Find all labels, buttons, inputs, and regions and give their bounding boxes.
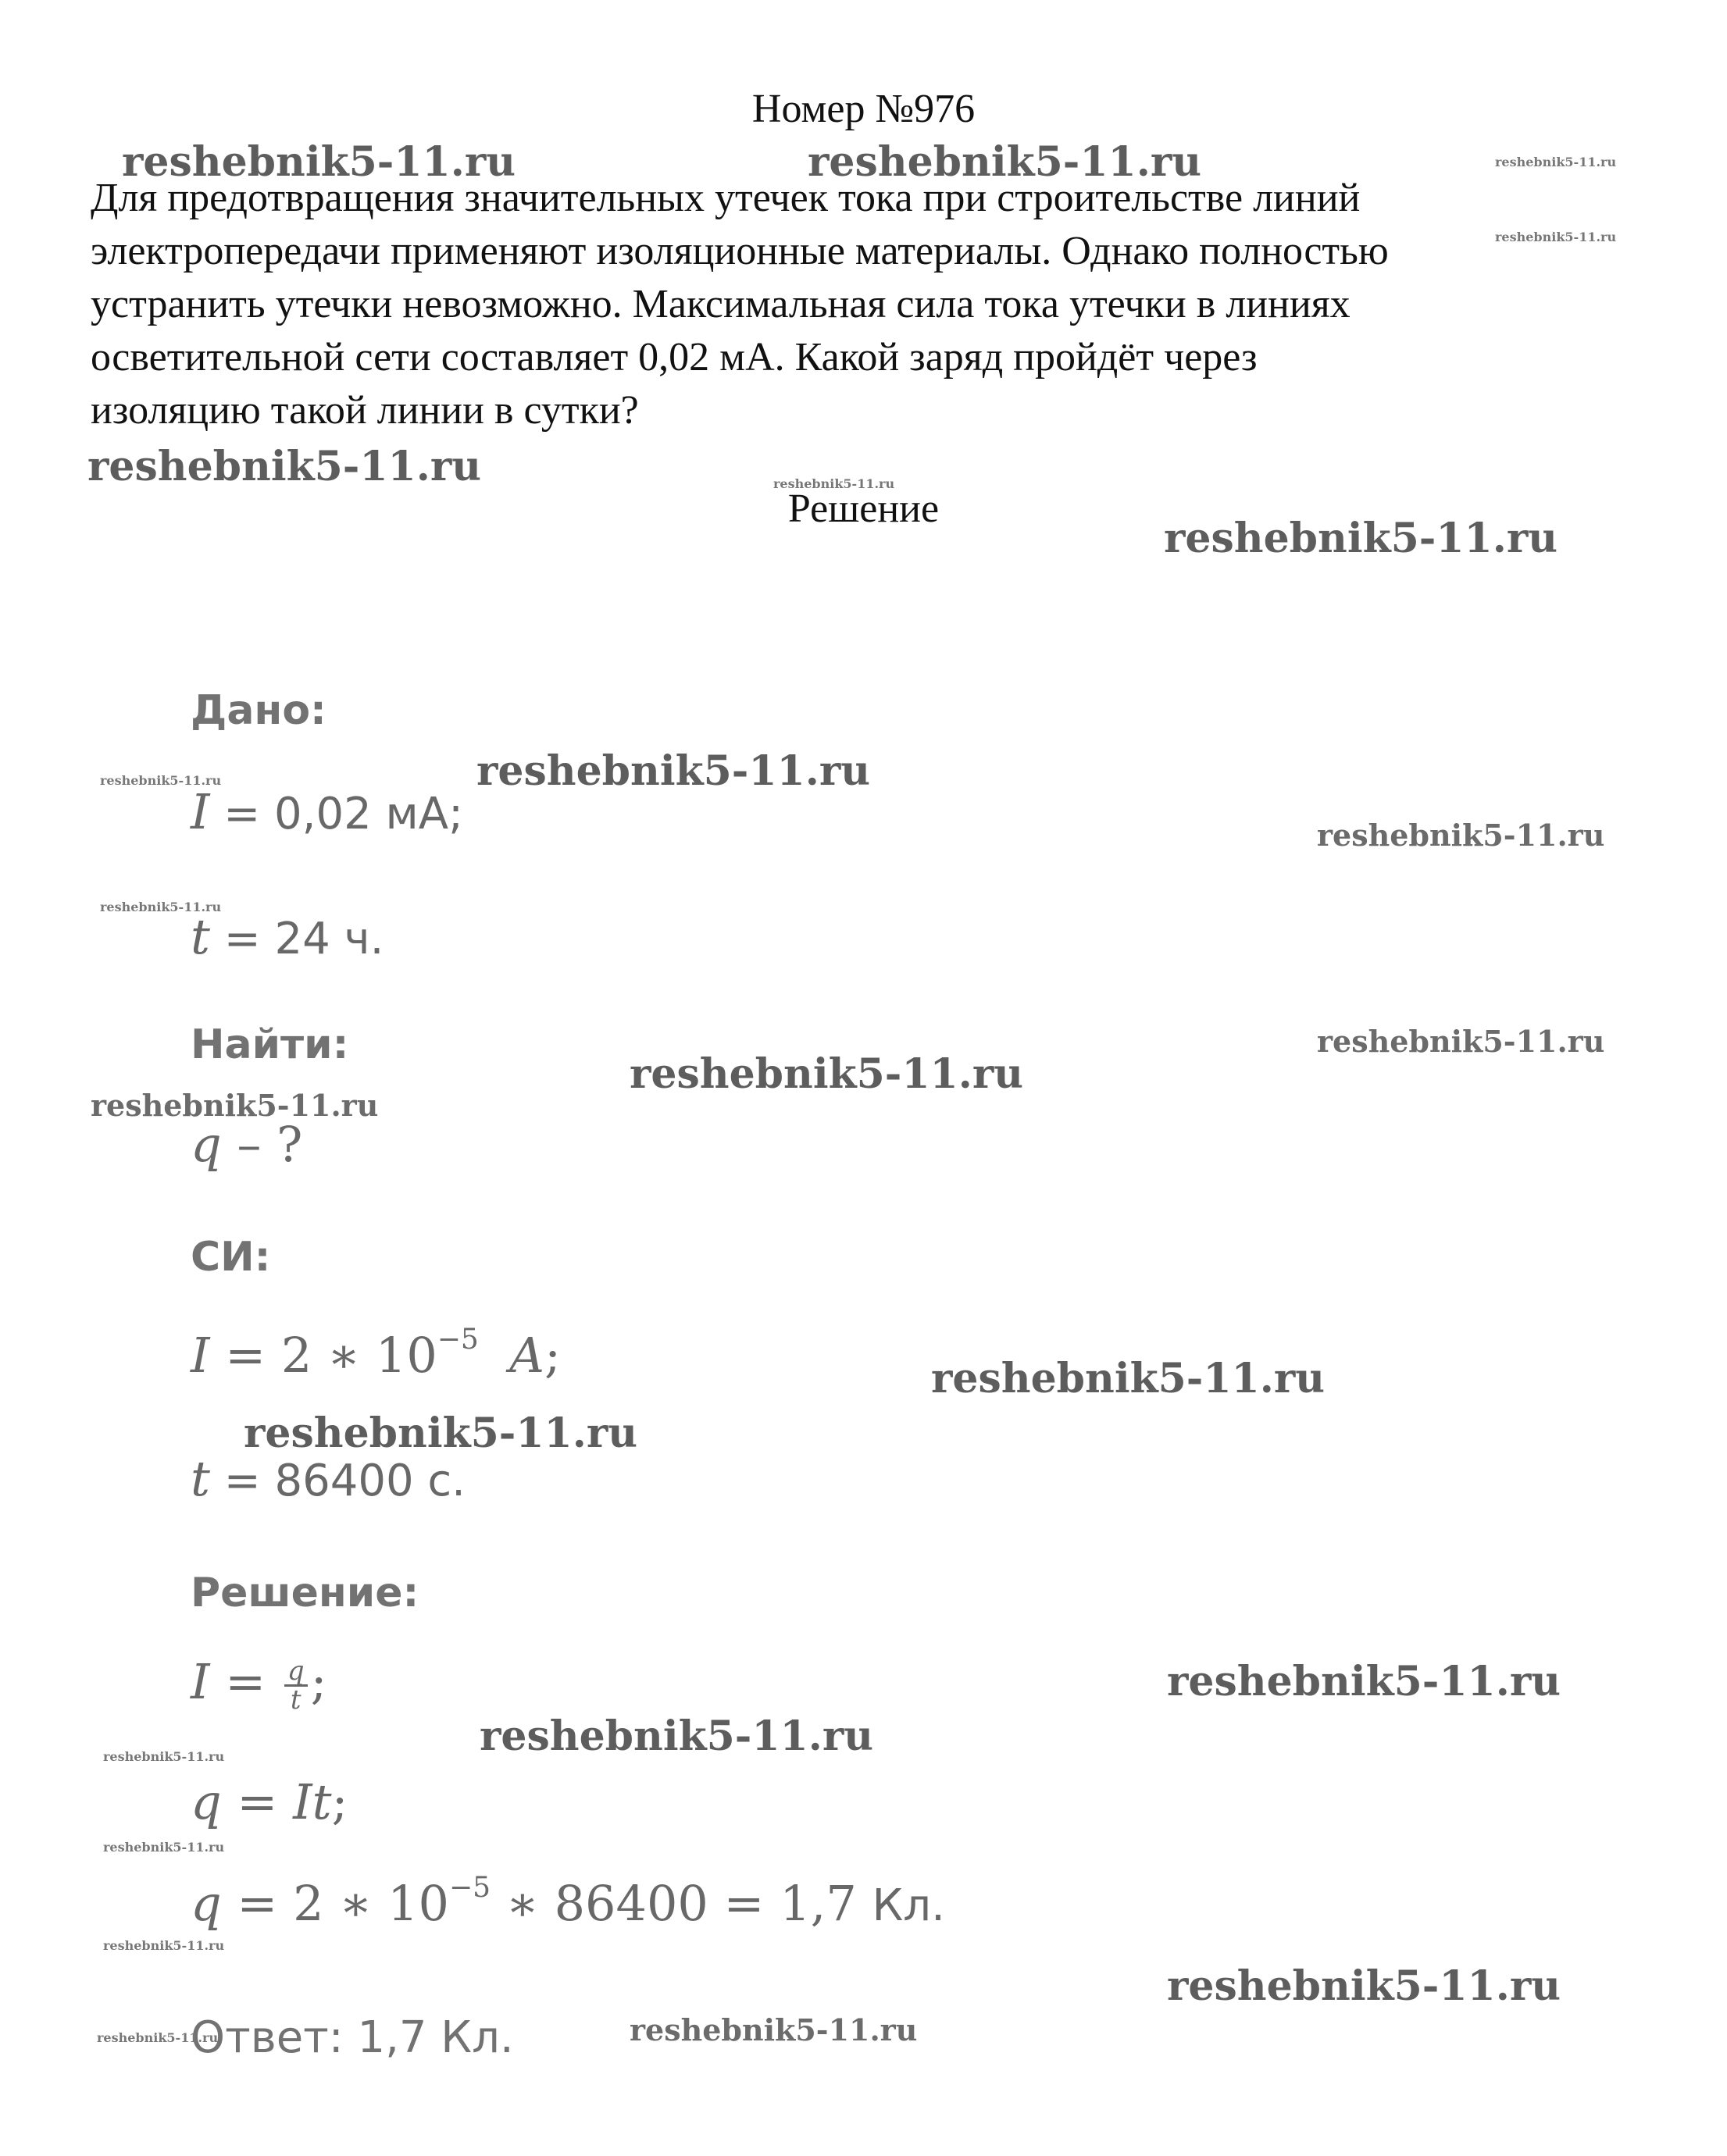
problem-line: изоляцию такой линии в сутки? bbox=[91, 388, 639, 433]
formula-end: ; bbox=[310, 1653, 327, 1710]
watermark: reshebnik5-11.ru bbox=[122, 138, 516, 186]
given-current-value: = 0,02 мА; bbox=[209, 789, 463, 839]
var-q: q bbox=[191, 1773, 222, 1830]
problem-line: осветительной сети составляет 0,02 мА. Какой заряд пройдёт через bbox=[91, 335, 1258, 380]
page-title: Номер №976 bbox=[751, 87, 976, 131]
formula-eq: = bbox=[209, 1653, 281, 1710]
given-label: Дано: bbox=[191, 687, 326, 734]
calc-unit: Кл. bbox=[872, 1880, 945, 1931]
si-current-exponent: −5 bbox=[437, 1324, 479, 1356]
calc-rest: ∗ 86400 = 1,7 bbox=[491, 1875, 872, 1932]
problem-line: Для предотвращения значительных утечек тока при строительстве линий bbox=[91, 176, 1361, 220]
given-time bbox=[191, 909, 384, 968]
watermark: reshebnik5-11.ru bbox=[103, 1840, 225, 1855]
given-current bbox=[191, 784, 463, 843]
watermark: reshebnik5-11.ru bbox=[1317, 1024, 1605, 1059]
fraction-numerator: q bbox=[284, 1658, 308, 1687]
formula-current bbox=[191, 1653, 327, 1716]
si-current bbox=[191, 1324, 561, 1384]
watermark: reshebnik5-11.ru bbox=[808, 138, 1202, 186]
fraction-denominator: t bbox=[290, 1684, 302, 1716]
watermark: reshebnik5-11.ru bbox=[87, 443, 482, 490]
var-I: I bbox=[191, 783, 210, 840]
watermark: reshebnik5-11.ru bbox=[480, 1712, 874, 1760]
watermark: reshebnik5-11.ru bbox=[1167, 1962, 1561, 2010]
solution-title: Решение bbox=[787, 486, 940, 531]
var-t: t bbox=[191, 1450, 210, 1507]
calc-exponent: −5 bbox=[448, 1872, 491, 1904]
watermark: reshebnik5-11.ru bbox=[931, 1355, 1326, 1402]
watermark: reshebnik5-11.ru bbox=[773, 476, 895, 491]
watermark: reshebnik5-11.ru bbox=[91, 1088, 379, 1123]
answer: Ответ: 1,7 Кл. bbox=[191, 2012, 514, 2063]
watermark: reshebnik5-11.ru bbox=[100, 773, 222, 788]
si-current-eq: = 2 ∗ 10 bbox=[209, 1327, 437, 1384]
solution-label: Решение: bbox=[191, 1570, 419, 1616]
problem-line: электропередачи применяют изоляционные материалы. Однако полностью bbox=[91, 229, 1389, 273]
var-I: I bbox=[191, 1653, 210, 1710]
formula-eq: = bbox=[221, 1773, 294, 1830]
formula-end: ; bbox=[331, 1773, 348, 1830]
watermark: reshebnik5-11.ru bbox=[103, 1749, 225, 1764]
given-time-value: = 24 ч. bbox=[209, 914, 384, 964]
fraction bbox=[284, 1655, 308, 1716]
watermark: reshebnik5-11.ru bbox=[476, 747, 871, 795]
var-q: q bbox=[191, 1116, 222, 1173]
var-t: t bbox=[191, 908, 210, 965]
calc-eq: = 2 ∗ 10 bbox=[221, 1875, 449, 1932]
watermark: reshebnik5-11.ru bbox=[1495, 155, 1617, 169]
watermark: reshebnik5-11.ru bbox=[1495, 230, 1617, 244]
problem-line: устранить утечки невозможно. Максимальная сила тока утечки в линиях bbox=[91, 282, 1351, 326]
find-charge-rest: – ? bbox=[221, 1116, 303, 1173]
si-current-end: ; bbox=[544, 1327, 561, 1384]
find-label: Найти: bbox=[191, 1021, 349, 1068]
si-label: СИ: bbox=[191, 1234, 271, 1281]
watermark: reshebnik5-11.ru bbox=[100, 900, 222, 914]
si-current-unit: A bbox=[509, 1327, 545, 1384]
si-time bbox=[191, 1451, 466, 1509]
watermark: reshebnik5-11.ru bbox=[103, 1938, 225, 1953]
watermark: reshebnik5-11.ru bbox=[630, 1050, 1024, 1098]
var-I: I bbox=[191, 1327, 210, 1384]
watermark: reshebnik5-11.ru bbox=[1167, 1658, 1561, 1705]
formula-rhs: It bbox=[293, 1773, 332, 1830]
problem-statement bbox=[91, 172, 1622, 437]
watermark: reshebnik5-11.ru bbox=[1164, 515, 1558, 562]
formula-calculation bbox=[191, 1872, 945, 1934]
watermark: reshebnik5-11.ru bbox=[630, 2012, 918, 2047]
formula-charge bbox=[191, 1774, 348, 1830]
var-q: q bbox=[191, 1875, 222, 1932]
si-time-value: = 86400 с. bbox=[209, 1456, 466, 1506]
find-charge bbox=[191, 1117, 302, 1173]
watermark: reshebnik5-11.ru bbox=[244, 1409, 638, 1457]
watermark: reshebnik5-11.ru bbox=[97, 2030, 219, 2045]
watermark: reshebnik5-11.ru bbox=[1317, 818, 1605, 853]
